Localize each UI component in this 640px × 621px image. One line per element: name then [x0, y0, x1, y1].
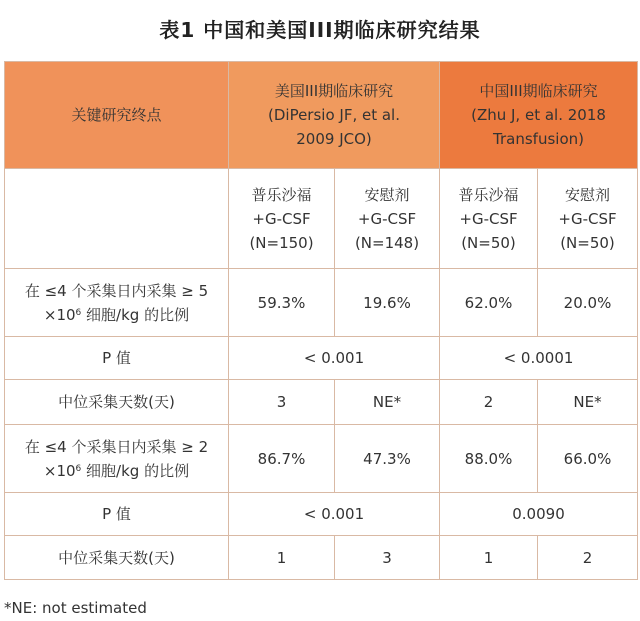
arm-line1: 安慰剂: [364, 185, 410, 204]
row-label: P 值: [5, 337, 229, 380]
value-cell: 62.0%: [440, 269, 538, 337]
arm-n: (N=50): [461, 233, 516, 252]
row-label-line1: 在 ≤4 个采集日内采集 ≥ 2: [24, 437, 209, 456]
arm-line1: 安慰剂: [565, 185, 611, 204]
arm-line2: +G-CSF: [459, 209, 518, 228]
cn-study-ref2: Transfusion): [493, 130, 584, 148]
value-cell: 66.0%: [538, 425, 638, 493]
us-study-ref1: (DiPersio JF, et al.: [268, 106, 400, 124]
arm-n: (N=150): [249, 233, 314, 252]
results-table: [4, 61, 638, 580]
value-cell: 47.3%: [335, 425, 440, 493]
row-label: P 值: [5, 493, 229, 536]
row-label: 中位采集天数(天): [5, 536, 229, 580]
row-label-exponent: 6: [75, 463, 82, 474]
value-cell: 20.0%: [538, 269, 638, 337]
row-label-exponent: 6: [75, 307, 82, 318]
row-label-line2: [5, 303, 228, 327]
arm-cell: [440, 169, 538, 269]
arm-n: (N=148): [354, 233, 420, 252]
header-row: [5, 62, 638, 169]
row-label-line2: [5, 459, 228, 483]
row-label-times: ×10: [43, 461, 76, 480]
value-cell: 1: [440, 536, 538, 580]
endpoint-header: 关键研究终点: [5, 62, 229, 169]
footnote: *NE: not estimated: [4, 599, 147, 617]
arm-cell: [335, 169, 440, 269]
arm-line2: +G-CSF: [357, 209, 417, 228]
value-cell: 88.0%: [440, 425, 538, 493]
value-cell: 86.7%: [229, 425, 335, 493]
value-cell: 59.3%: [229, 269, 335, 337]
cn-study-name: 中国III期临床研究: [479, 82, 598, 100]
value-cell: 3: [229, 380, 335, 425]
table-row: [5, 337, 638, 380]
us-study-name: 美国III期临床研究: [274, 82, 394, 100]
arm-line2: +G-CSF: [252, 209, 311, 228]
table-row: [5, 425, 638, 493]
arm-line1: 普乐沙福: [458, 185, 519, 204]
row-label: [5, 269, 229, 337]
row-label-line1: 在 ≤4 个采集日内采集 ≥ 5: [24, 281, 209, 300]
p-value-cn: 0.0090: [440, 493, 638, 536]
value-cell: NE*: [538, 380, 638, 425]
table-row: [5, 380, 638, 425]
p-value-cn: < 0.0001: [440, 337, 638, 380]
value-cell: 3: [335, 536, 440, 580]
value-cell: 2: [538, 536, 638, 580]
cn-study-ref1: (Zhu J, et al. 2018: [471, 106, 606, 124]
cn-study-header: [440, 62, 638, 169]
row-label: 中位采集天数(天): [5, 380, 229, 425]
table-row: [5, 269, 638, 337]
us-study-header: [229, 62, 440, 169]
us-study-ref2: 2009 JCO): [296, 130, 372, 148]
arm-row: [5, 169, 638, 269]
arm-n: (N=50): [560, 233, 615, 252]
table-row: [5, 536, 638, 580]
arm-line2: +G-CSF: [558, 209, 617, 228]
arm-line1: 普乐沙福: [251, 185, 312, 204]
value-cell: NE*: [335, 380, 440, 425]
p-value-us: < 0.001: [229, 337, 440, 380]
value-cell: 1: [229, 536, 335, 580]
row-label: [5, 425, 229, 493]
table-row: [5, 493, 638, 536]
value-cell: 19.6%: [335, 269, 440, 337]
value-cell: 2: [440, 380, 538, 425]
table-title: 表1 中国和美国III期临床研究结果: [159, 18, 481, 42]
row-label-times: ×10: [43, 305, 76, 324]
row-label-unit: 细胞/kg 的比例: [81, 461, 190, 480]
p-value-us: < 0.001: [229, 493, 440, 536]
arm-cell: [538, 169, 638, 269]
row-label-unit: 细胞/kg 的比例: [81, 305, 190, 324]
arm-cell: [229, 169, 335, 269]
arm-empty-cell: [5, 169, 229, 269]
